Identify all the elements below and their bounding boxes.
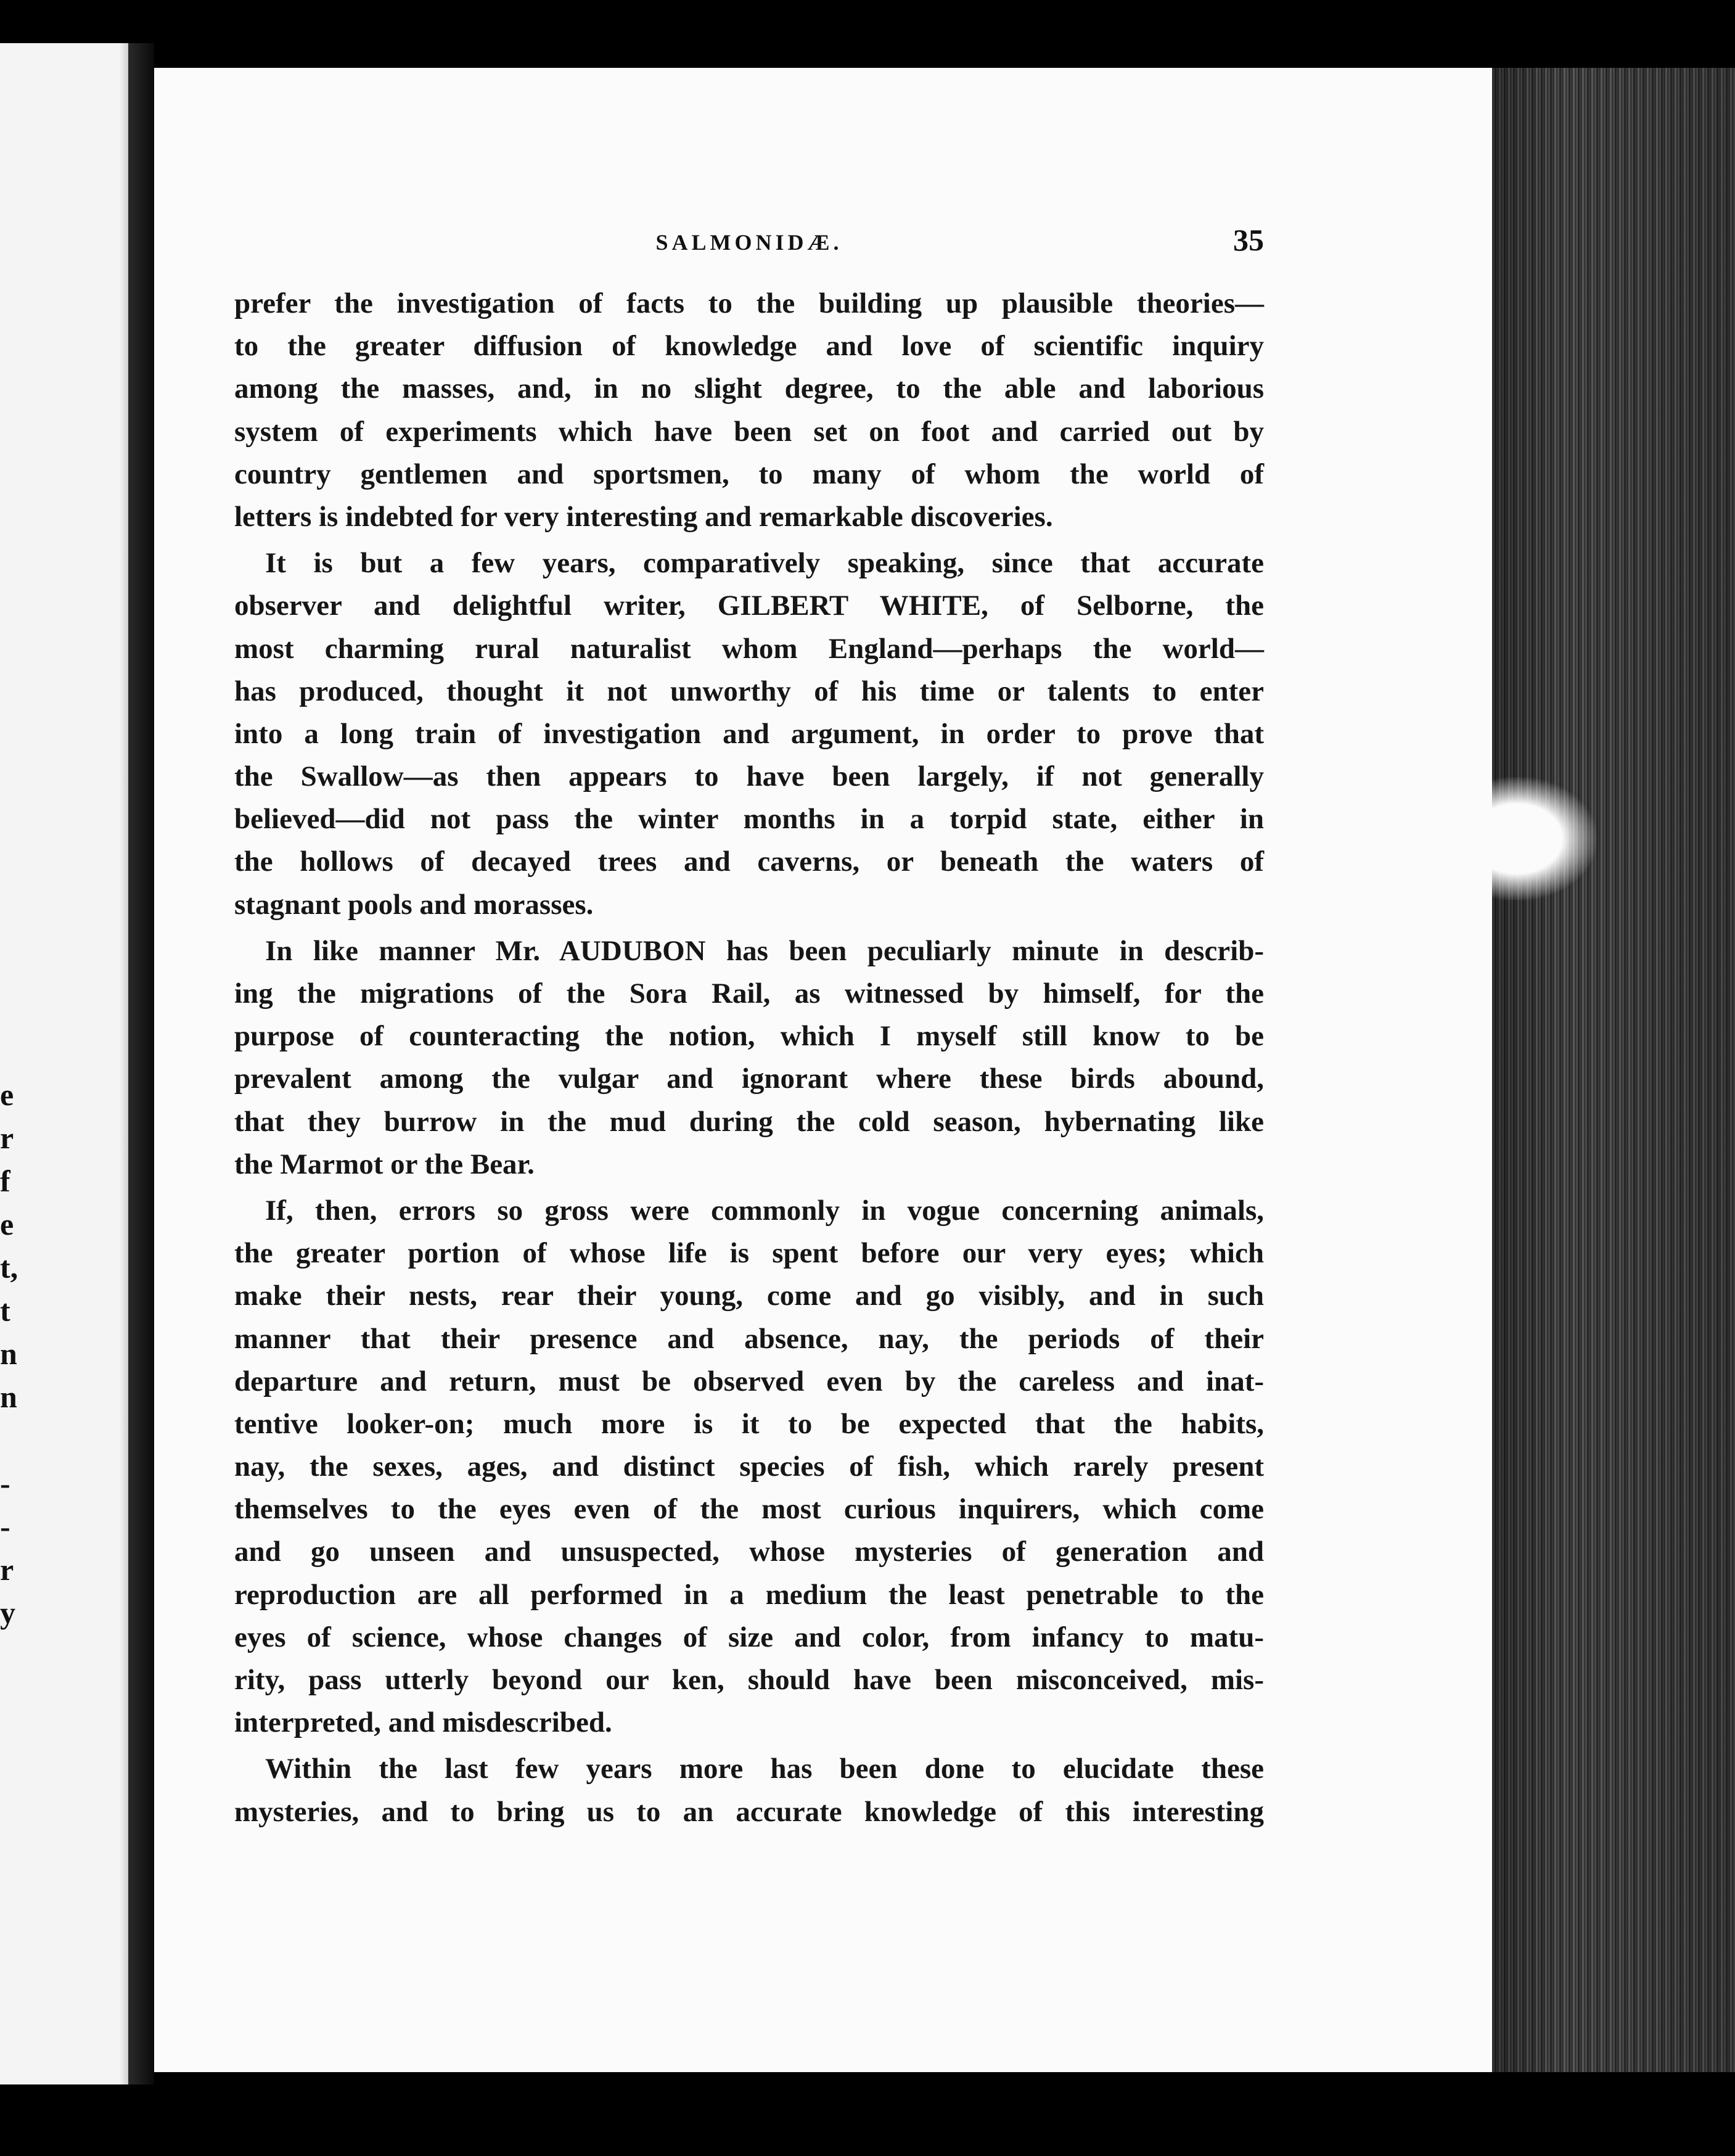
text-line: prevalent among the vulgar and ignorant where these birds abound, bbox=[234, 1063, 1264, 1095]
text-line: stagnant pools and morasses. bbox=[234, 888, 594, 921]
text-line: mysteries, and to bring us to an accurate knowledge of this interesting bbox=[234, 1795, 1264, 1828]
text-line: themselves to the eyes even of the most curious inquirers, which come bbox=[234, 1493, 1264, 1526]
previous-page-shadow bbox=[120, 43, 128, 2084]
text-line: departure and return, must be observed even by the careless and inat- bbox=[234, 1365, 1264, 1397]
text-line: make their nests, rear their young, come and go visibly, and in such bbox=[234, 1280, 1264, 1312]
fragment: r bbox=[0, 1121, 14, 1155]
text-line: prefer the investigation of facts to the building up plausible theories— bbox=[234, 287, 1264, 319]
text-line: eyes of science, whose changes of size and color, from infancy to matu- bbox=[234, 1621, 1264, 1653]
text-line: believed—did not pass the winter months in a torpid state, either in bbox=[234, 803, 1264, 836]
text-line: manner that their presence and absence, nay, the periods of their bbox=[234, 1322, 1264, 1355]
book-page bbox=[154, 68, 1492, 2072]
fore-edge-shadow bbox=[1492, 68, 1735, 2072]
fragment: f bbox=[0, 1164, 10, 1198]
fragment: r bbox=[0, 1552, 14, 1587]
text-line: country gentlemen and sportsmen, to many of whom the world of bbox=[234, 458, 1264, 490]
running-head bbox=[234, 222, 1264, 259]
text-line: the Marmot or the Bear. bbox=[234, 1148, 535, 1180]
text-line: that they burrow in the mud during the cold season, hybernating like bbox=[234, 1105, 1264, 1138]
previous-page-text-fragments bbox=[0, 1073, 37, 1634]
text-line: to the greater diffusion of knowledge and love of scientific inquiry bbox=[234, 330, 1264, 363]
previous-page-edge bbox=[0, 43, 128, 2084]
fragment: n bbox=[0, 1380, 17, 1414]
page-number: 35 bbox=[1233, 223, 1264, 257]
text-line: among the masses, and, in no slight degree, to the able and laborious bbox=[234, 372, 1264, 405]
text-line: rity, pass utterly beyond our ken, should have been misconceived, mis- bbox=[234, 1664, 1264, 1696]
text-line: It is but a few years, comparatively speaking, since that accurate bbox=[265, 547, 1264, 580]
text-line: and go unseen and unsuspected, whose mysteries of generation and bbox=[234, 1536, 1264, 1568]
fragment: t, bbox=[0, 1250, 18, 1285]
fragment: n bbox=[0, 1336, 17, 1371]
fragment: e bbox=[0, 1077, 14, 1112]
running-head-title: SALMONIDÆ. bbox=[655, 230, 843, 255]
text-line: the Swallow—as then appears to have been largely, if not generally bbox=[234, 760, 1264, 793]
text-line: Within the last few years more has been done to elucidate these bbox=[265, 1753, 1264, 1785]
text-line: letters is indebted for very interesting and remarkable discoveries. bbox=[234, 500, 1053, 533]
fragment: - bbox=[0, 1466, 10, 1500]
text-line: has produced, thought it not unworthy of his time or talents to enter bbox=[234, 675, 1264, 707]
text-line: interpreted, and misdescribed. bbox=[234, 1706, 612, 1739]
text-line: reproduction are all performed in a medium the least penetrable to the bbox=[234, 1578, 1264, 1611]
text-line: the hollows of decayed trees and caverns, or beneath the waters of bbox=[234, 846, 1264, 878]
text-line: into a long train of investigation and argument, in order to prove that bbox=[234, 717, 1264, 750]
text-line: observer and delightful writer, GILBERT WHITE, of Selborne, the bbox=[234, 590, 1264, 622]
binding-gutter bbox=[128, 43, 154, 2084]
text-line: ing the migrations of the Sora Rail, as witnessed by himself, for the bbox=[234, 977, 1264, 1010]
body-text bbox=[234, 282, 1264, 1833]
text-line: nay, the sexes, ages, and distinct species of fish, which rarely present bbox=[234, 1450, 1264, 1483]
paper-blemish bbox=[1437, 777, 1597, 900]
fragment: - bbox=[0, 1509, 10, 1544]
text-line: tentive looker-on; much more is it to be expected that the habits, bbox=[234, 1407, 1264, 1440]
fragment: y bbox=[0, 1595, 15, 1630]
text-line: the greater portion of whose life is spent before our very eyes; which bbox=[234, 1237, 1264, 1270]
text-line: most charming rural naturalist whom England—perhaps the world— bbox=[234, 632, 1264, 665]
text-line: system of experiments which have been set on foot and carried out by bbox=[234, 415, 1264, 448]
fragment: t bbox=[0, 1293, 10, 1328]
fragment: e bbox=[0, 1207, 14, 1241]
text-line: If, then, errors so gross were commonly in vogue concerning animals, bbox=[265, 1194, 1264, 1227]
text-line: In like manner Mr. AUDUBON has been peculiarly minute in describ- bbox=[265, 934, 1264, 967]
text-line: purpose of counteracting the notion, which I myself still know to be bbox=[234, 1020, 1264, 1053]
